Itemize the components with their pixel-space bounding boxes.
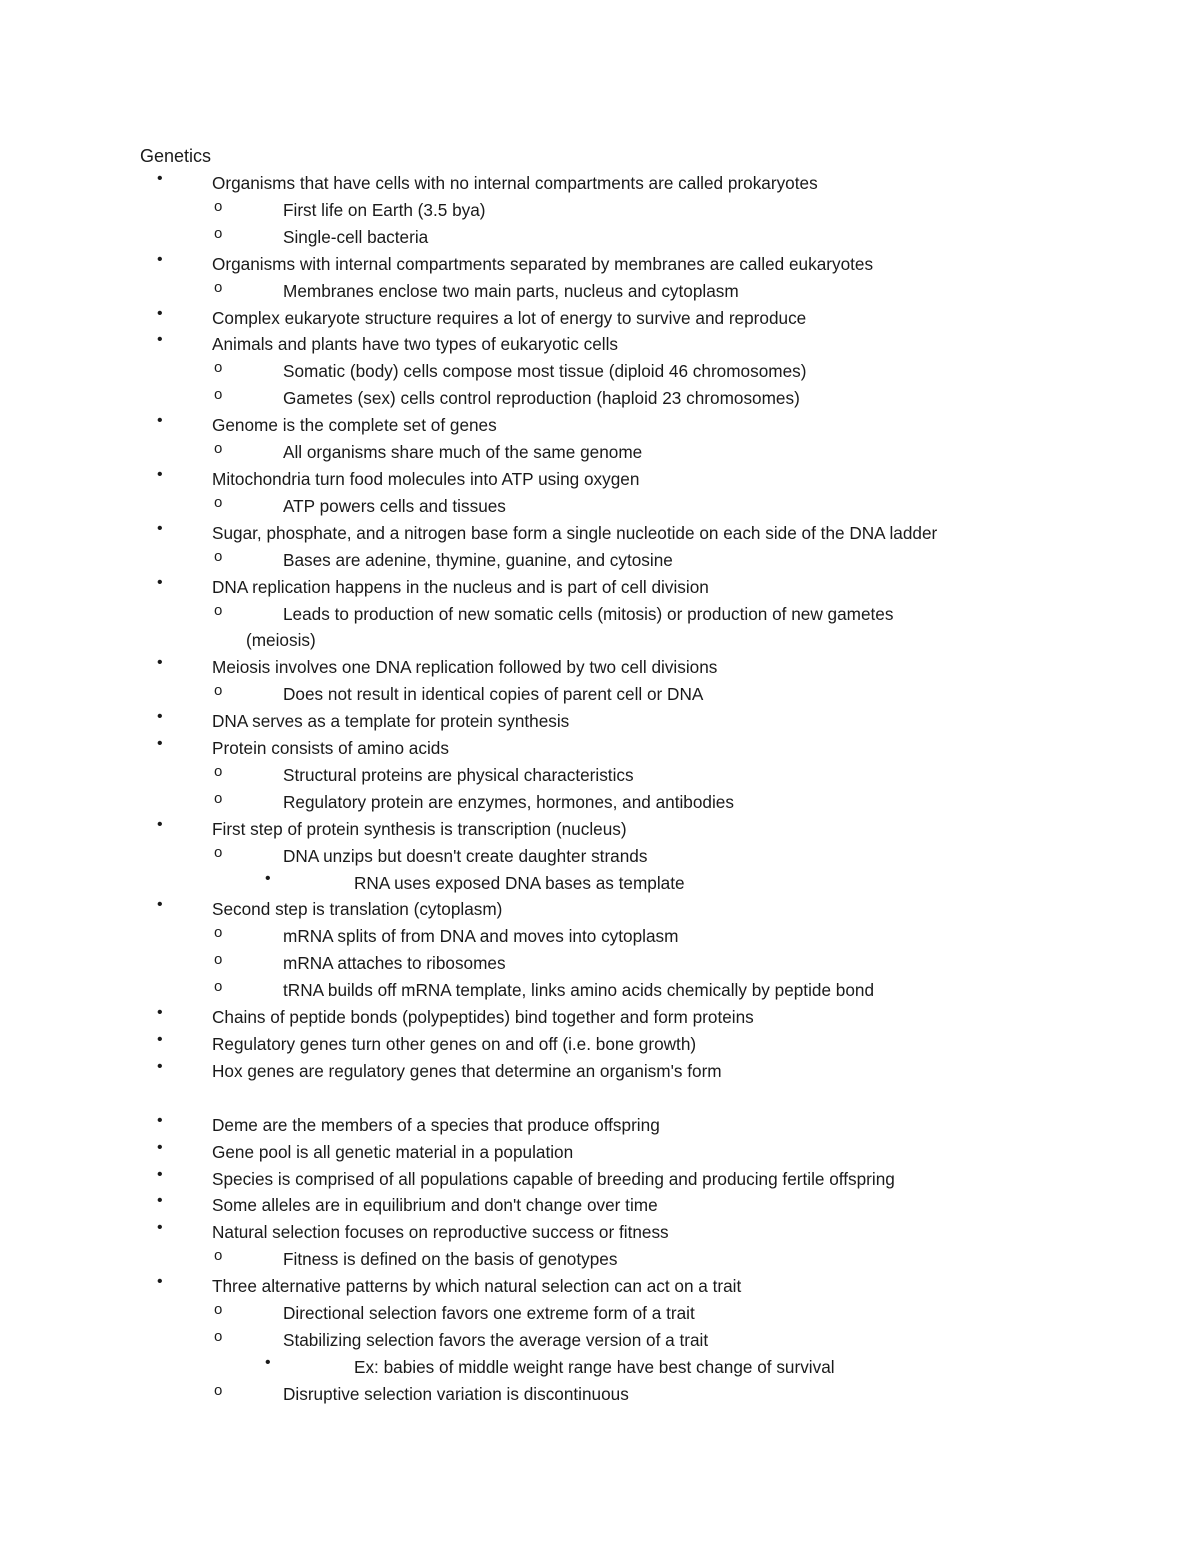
bullet-icon: • [157,465,163,483]
list-item-text: Disruptive selection variation is discontinuous [283,1383,629,1404]
bullet-icon: • [157,1219,163,1237]
list-item-level-1 [0,1192,1200,1219]
list-item-text: Genome is the complete set of genes [212,415,497,436]
list-item-text: All organisms share much of the same genome [283,442,643,463]
list-item-text: tRNA builds off mRNA template, links amino acids chemically by peptide bond [283,980,875,1001]
list-item-level-1 [0,574,1200,601]
list-item-level-1 [0,1031,1200,1058]
list-item-level-2 [0,1246,1200,1273]
list-item-text: Meiosis involves one DNA replication followed by two cell divisions [212,657,718,678]
list-item-text: Hox genes are regulatory genes that determine an organism's form [212,1060,722,1081]
list-item-text: First step of protein synthesis is transcription (nucleus) [212,818,627,839]
list-item-text: Structural proteins are physical characteristics [283,764,634,785]
list-item-continuation [0,627,1200,654]
bullet-icon: • [157,1111,163,1129]
list-item-text: Directional selection favors one extreme form of a trait [283,1303,695,1324]
circle-bullet-icon: o [214,682,223,700]
list-item-level-1 [0,1139,1200,1166]
list-item-text: mRNA splits of from DNA and moves into cytoplasm [283,926,679,947]
list-item-text: Natural selection focuses on reproductive success or fitness [212,1222,669,1243]
list-item-text: ATP powers cells and tissues [283,495,506,516]
bullet-icon: • [157,1192,163,1210]
list-item-level-2 [0,977,1200,1004]
circle-bullet-icon: o [214,843,223,861]
list-item-text: DNA serves as a template for protein synthesis [212,711,570,732]
list-item-text: Chains of peptide bonds (polypeptides) bind together and form proteins [212,1007,754,1028]
list-item-text: Protein consists of amino acids [212,738,449,759]
list-item-level-2 [0,278,1200,305]
bullet-icon: • [157,896,163,914]
list-item-text: Complex eukaryote structure requires a lot of energy to survive and reproduce [212,307,807,328]
list-item-level-1 [0,816,1200,843]
list-item-text: Three alternative patterns by which natural selection can act on a trait [212,1276,742,1297]
list-item-level-2 [0,950,1200,977]
list-item-level-2 [0,439,1200,466]
circle-bullet-icon: o [214,197,223,215]
bullet-icon: • [157,250,163,268]
list-item-text: Ex: babies of middle weight range have best change of survival [354,1356,835,1377]
list-item-level-1 [0,1112,1200,1139]
list-item-level-2 [0,601,1200,628]
bullet-icon: • [157,1138,163,1156]
list-item-level-1 [0,1273,1200,1300]
list-item-text: Single-cell bacteria [283,226,429,247]
list-item-text: Membranes enclose two main parts, nucleus and cytoplasm [283,280,739,301]
list-item-level-2 [0,1300,1200,1327]
list-item-text: First life on Earth (3.5 bya) [283,199,486,220]
circle-bullet-icon: o [214,547,223,565]
list-item-level-1 [0,170,1200,197]
list-item-text: Second step is translation (cytoplasm) [212,899,503,920]
list-item-text: Regulatory genes turn other genes on and off (i.e. bone growth) [212,1034,697,1054]
bullet-icon: • [157,1057,163,1075]
circle-bullet-icon: o [214,1247,223,1265]
list-item-level-2 [0,1327,1200,1354]
circle-bullet-icon: o [214,1301,223,1319]
list-item-text: Gene pool is all genetic material in a population [212,1141,574,1162]
list-item-level-2 [0,762,1200,789]
list-item-level-2 [0,493,1200,520]
list-item-text: mRNA attaches to ribosomes [283,953,506,974]
list-item-level-1 [0,331,1200,358]
list-item-level-2 [0,224,1200,251]
bullet-icon: • [157,654,163,672]
list-item-level-1 [0,305,1200,332]
list-item-level-1 [0,412,1200,439]
circle-bullet-icon: o [214,1381,223,1399]
list-item-text: Mitochondria turn food molecules into ATP using oxygen [212,468,640,489]
bullet-icon: • [157,331,163,349]
list-item-text: (meiosis) [246,630,316,651]
bullet-icon: • [157,1165,163,1183]
circle-bullet-icon: o [214,386,223,404]
list-item-text: Organisms with internal compartments separated by membranes are called eukaryotes [212,253,874,274]
list-item-level-2 [0,547,1200,574]
circle-bullet-icon: o [214,278,223,296]
list-item-level-1 [0,1058,1200,1085]
list-item-level-1 [0,708,1200,735]
list-item-text: Fitness is defined on the basis of genotypes [283,1249,618,1270]
circle-bullet-icon: o [214,789,223,807]
notes-outline [0,170,1200,1408]
list-item-text: Regulatory protein are enzymes, hormones, and antibodies [283,791,734,812]
bullet-icon: • [157,1004,163,1022]
list-item-text: Animals and plants have two types of eukaryotic cells [212,334,619,355]
list-item-level-2 [0,385,1200,412]
list-item-text: Bases are adenine, thymine, guanine, and cytosine [283,549,673,570]
bullet-icon: • [265,1353,271,1371]
bullet-icon: • [157,573,163,591]
circle-bullet-icon: o [214,924,223,942]
list-item-level-2 [0,789,1200,816]
list-item-level-2 [0,358,1200,385]
bullet-icon: • [157,304,163,322]
list-item-level-3 [0,1354,1200,1381]
list-item-text: Leads to production of new somatic cells (mitosis) or production of new gametes [283,603,894,624]
bullet-icon: • [157,170,163,187]
bullet-icon: • [265,869,271,887]
blank-line [0,1085,1200,1112]
bullet-icon: • [157,815,163,833]
bullet-icon: • [157,519,163,537]
list-item-text: DNA replication happens in the nucleus and is part of cell division [212,576,709,597]
list-item-text: Some alleles are in equilibrium and don't change over time [212,1195,658,1216]
list-item-level-1 [0,1166,1200,1193]
list-item-text: Sugar, phosphate, and a nitrogen base form a single nucleotide on each side of the DNA ladder [212,522,938,543]
bullet-icon: • [157,1273,163,1291]
list-item-level-1 [0,1004,1200,1031]
circle-bullet-icon: o [214,359,223,377]
list-item-text: DNA unzips but doesn't create daughter strands [283,845,648,866]
circle-bullet-icon: o [214,224,223,242]
list-item-text: Organisms that have cells with no internal compartments are called prokaryotes [212,173,818,193]
list-item-text: Somatic (body) cells compose most tissue (diploid 46 chromosomes) [283,361,807,382]
list-item-level-1 [0,735,1200,762]
page-title: Genetics [140,146,212,166]
circle-bullet-icon: o [214,1327,223,1345]
circle-bullet-icon: o [214,440,223,458]
list-item-text: RNA uses exposed DNA bases as template [354,872,685,893]
list-item-level-2 [0,923,1200,950]
list-item-level-1 [0,466,1200,493]
list-item-text: Gametes (sex) cells control reproduction (haploid 23 chromosomes) [283,388,800,409]
list-item-level-3 [0,870,1200,897]
list-item-level-1 [0,520,1200,547]
list-item-text: Does not result in identical copies of parent cell or DNA [283,684,704,705]
circle-bullet-icon: o [214,762,223,780]
list-item-text: Stabilizing selection favors the average version of a trait [283,1329,709,1350]
list-item-text: Species is comprised of all populations capable of breeding and producing fertile offspring [212,1168,895,1189]
bullet-icon: • [157,1031,163,1048]
circle-bullet-icon: o [214,493,223,511]
list-item-level-1 [0,1219,1200,1246]
circle-bullet-icon: o [214,978,223,996]
bullet-icon: • [157,708,163,726]
list-item-level-1 [0,251,1200,278]
bullet-icon: • [157,735,163,753]
list-item-level-2 [0,843,1200,870]
list-item-level-2 [0,197,1200,224]
circle-bullet-icon: o [214,601,223,619]
circle-bullet-icon: o [214,951,223,969]
bullet-icon: • [157,412,163,430]
list-item-level-1 [0,654,1200,681]
list-item-level-2 [0,681,1200,708]
list-item-text: Deme are the members of a species that produce offspring [212,1114,660,1135]
list-item-level-1 [0,896,1200,923]
list-item-level-2 [0,1381,1200,1408]
